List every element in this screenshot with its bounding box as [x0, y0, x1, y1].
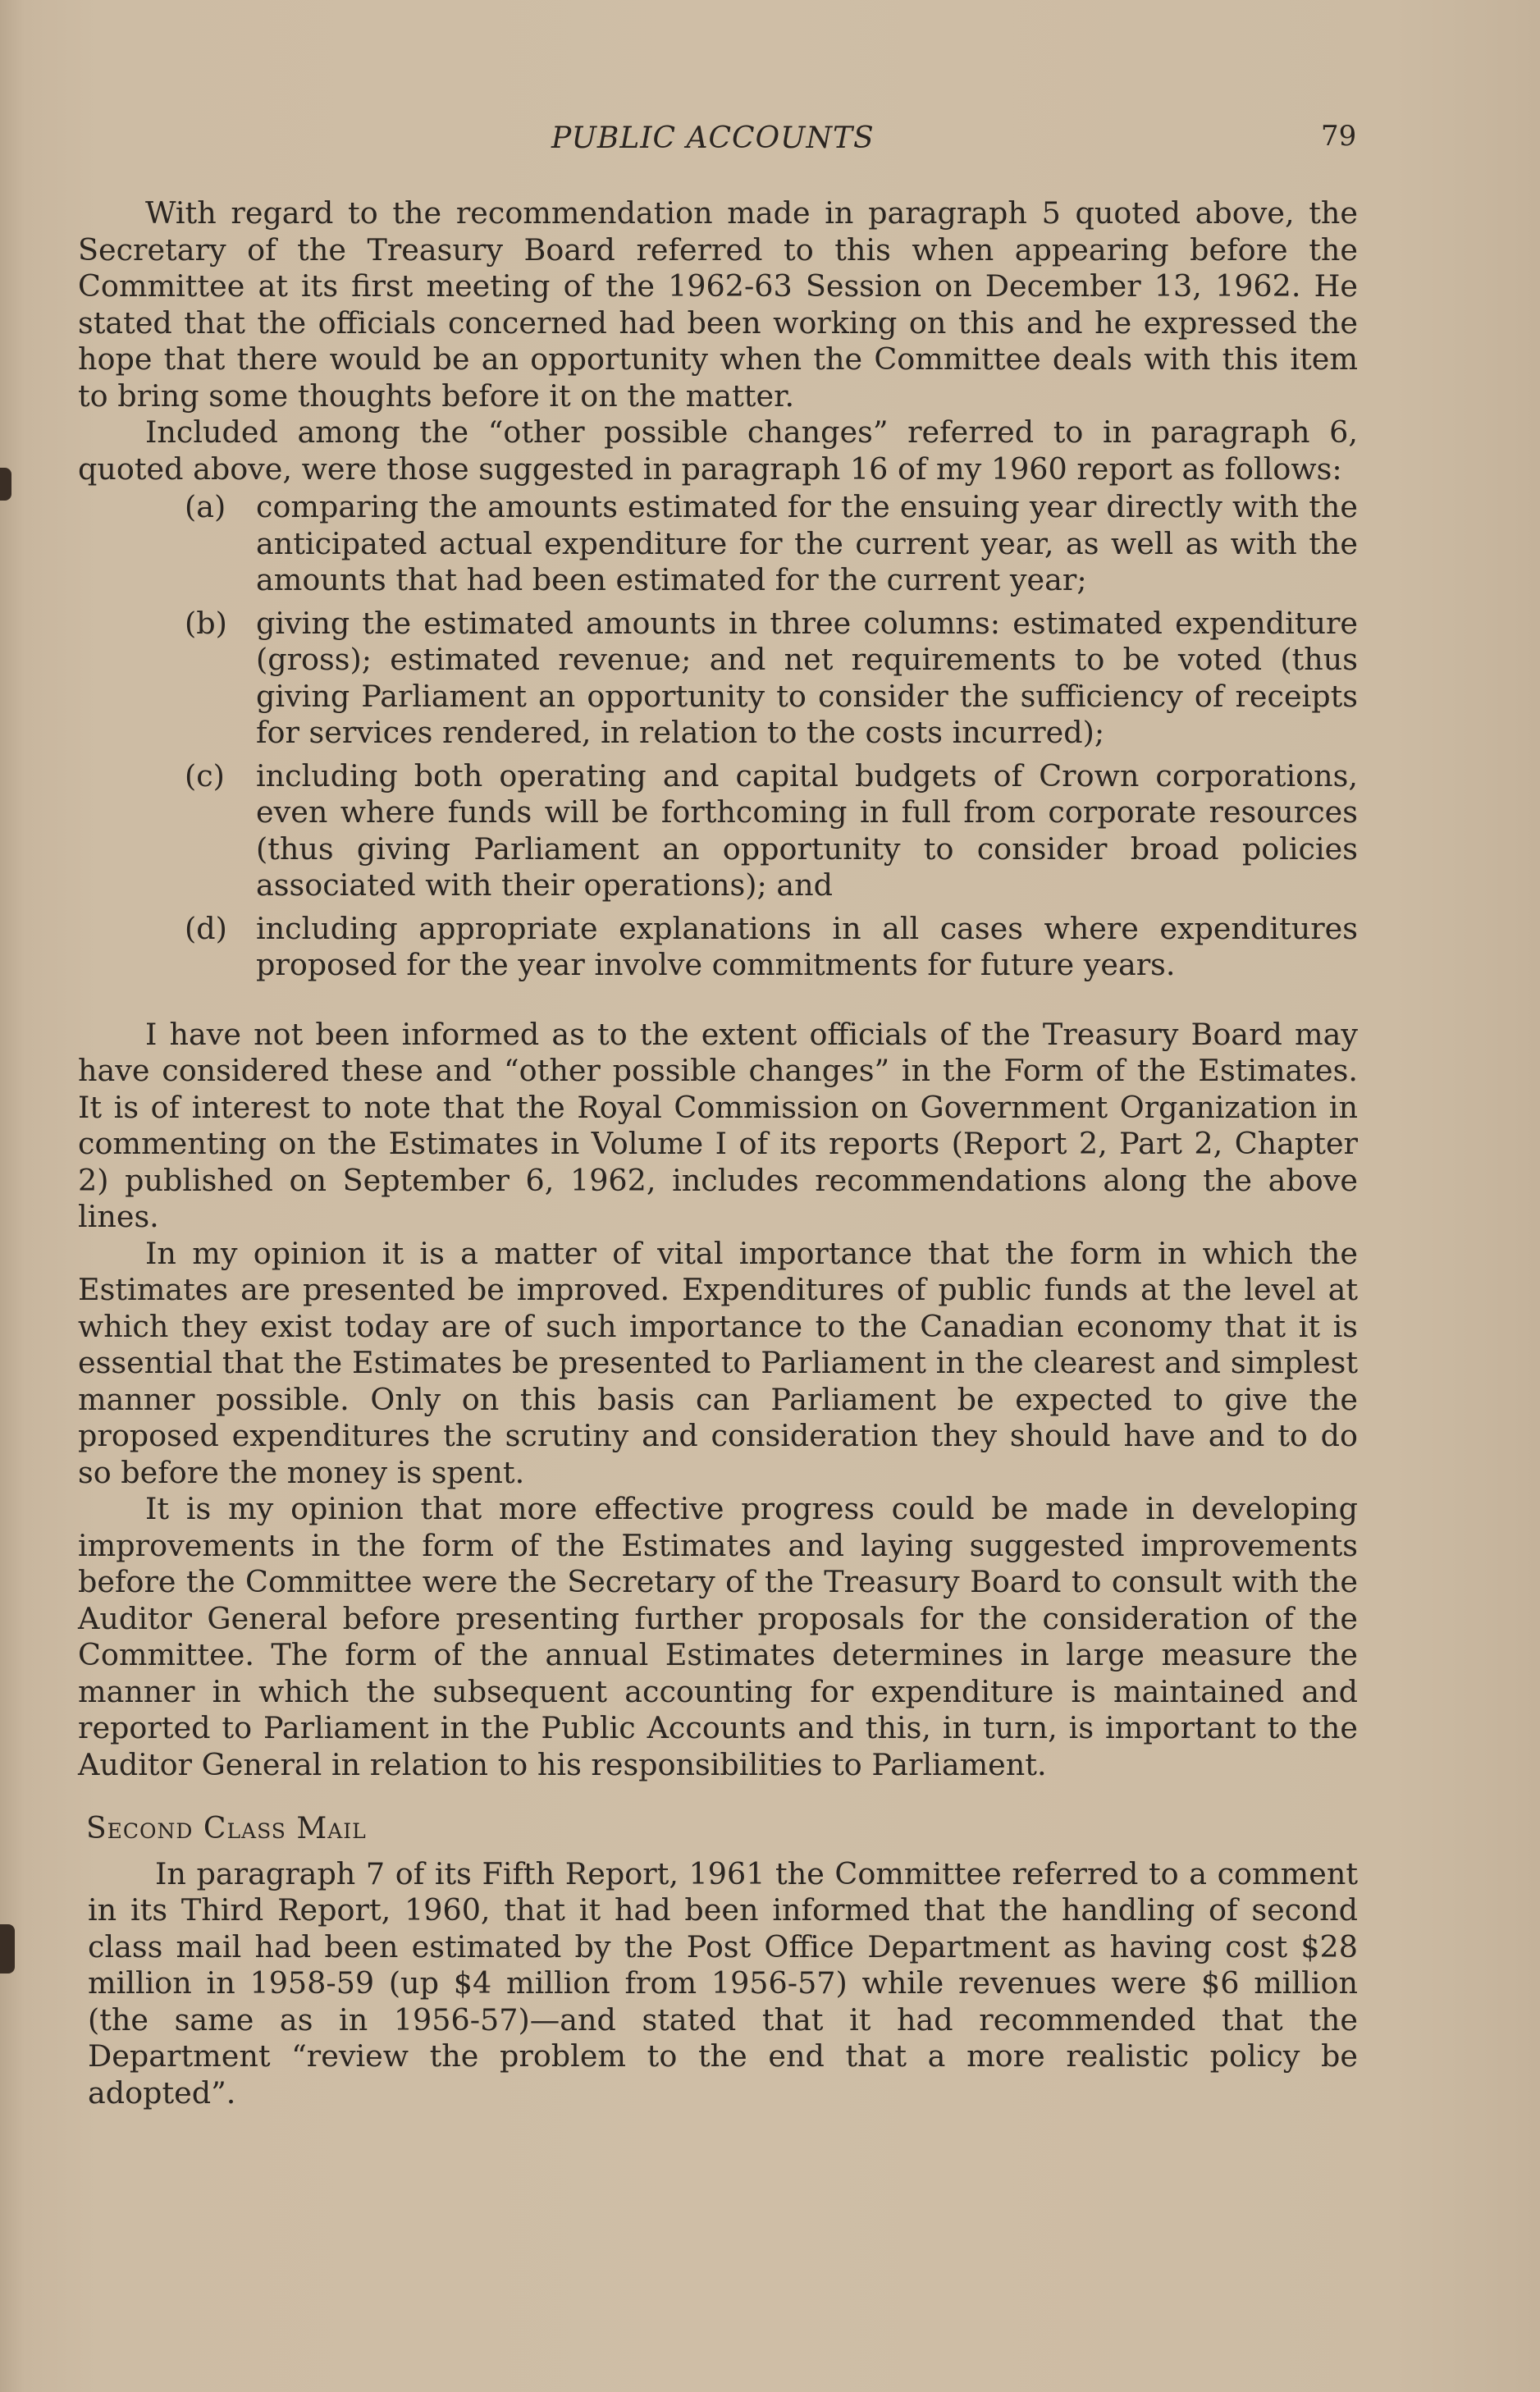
paragraph-4: In my opinion it is a matter of vital importance that the form in which the Estimates are presented be improved. Expenditures of public funds at the level at which they exist today are of such importance to the Canadian economy that it is essential that the Estimates be presented to Parliament in the clearest and simplest manner possible. Only on this basis can Parliament be expected to give the proposed expenditures the scrutiny and consideration they should have and to do so before the money is spent. — [78, 1235, 1358, 1490]
list-item — [78, 911, 1358, 984]
list-text: giving the estimated amounts in three columns: estimated expenditure (gross); estimated revenue; and net requirements to be voted (thus giving Parliament an opportunity to consider the sufficiency of receipts for services rendered, in relation to the costs incurred); — [256, 605, 1358, 750]
list-item — [78, 606, 1358, 752]
list-marker: (a) — [185, 489, 226, 524]
page-header — [0, 121, 1540, 162]
binding-mark-upper — [0, 468, 11, 501]
paragraph-5: It is my opinion that more effective progress could be made in developing improvements in the form of the Estimates and laying suggested improvements before the Committee were the Secretary of the Treasury Board to consult with the Auditor General before presenting further proposals for the consideration of the Committee. The form of the annual Estimates determines in large measure the manner in which the subsequent accounting for expenditure is maintained and reported to Parliament in the Public Accounts and this, in turn, is important to the Auditor General in relation to his responsibilities to Parliament. — [78, 1491, 1358, 1782]
spacer — [78, 990, 1358, 1017]
page-number: 79 — [1321, 120, 1357, 153]
list-marker: (b) — [185, 605, 227, 641]
body-text — [78, 195, 1358, 2111]
binding-mark-lower — [0, 1924, 15, 1974]
list-item — [78, 758, 1358, 904]
section-body — [78, 1856, 1358, 2112]
paragraph-3: I have not been informed as to the extent officials of the Treasury Board may have considered these and “other possible changes” in the Form of the Estimates. It is of interest to note that the Royal Commission on Government Organization in commenting on the Estimates in Volume I of its reports (Report 2, Part 2, Chapter 2) published on September 6, 1962, includes recommendations along the above lines. — [78, 1016, 1358, 1234]
paragraph-6: In paragraph 7 of its Fifth Report, 1961 the Committee referred to a comment in its Third Report, 1960, that it had been informed that the handling of second class mail had been estimated by the Post Office Department as having cost $28 million in 1958-59 (up $4 million from 1956-57) while revenues were $6 million (the same as in 1956-57)—and stated that it had recommended that the Department “review the problem to the end that a more realistic policy be adopted”. — [88, 1855, 1358, 2111]
list-marker: (d) — [185, 910, 227, 946]
paragraph-2: Included among the “other possible changes” referred to in paragraph 6, quoted above, were those suggested in paragraph 16 of my 1960 report as follows: — [78, 414, 1358, 487]
section-heading: Second Class Mail — [86, 1812, 367, 1845]
recommendation-list — [78, 489, 1358, 984]
running-head: PUBLIC ACCOUNTS — [551, 121, 875, 155]
list-marker: (c) — [185, 757, 225, 794]
paragraph-1: With regard to the recommendation made in paragraph 5 quoted above, the Secretary of the Treasury Board referred to this when appearing before the Committee at its first meeting of the 1962-63 Session on December 13, 1962. He stated that the officials concerned had been working on this and he expressed the hope that there would be an opportunity when the Committee deals with this item to bring some thoughts before it on the matter. — [78, 195, 1358, 414]
list-text: including both operating and capital budgets of Crown corporations, even where funds will be forthcoming in full from corporate resources (thus giving Parliament an opportunity to consider broad policies associated with their operations); and — [256, 757, 1358, 903]
list-item — [78, 489, 1358, 599]
list-text: including appropriate explanations in all cases where expenditures proposed for the year involve commitments for future years. — [256, 910, 1358, 982]
list-text: comparing the amounts estimated for the ensuing year directly with the anticipated actual expenditure for the current year, as well as with the amounts that had been estimated for the current year; — [256, 489, 1358, 597]
